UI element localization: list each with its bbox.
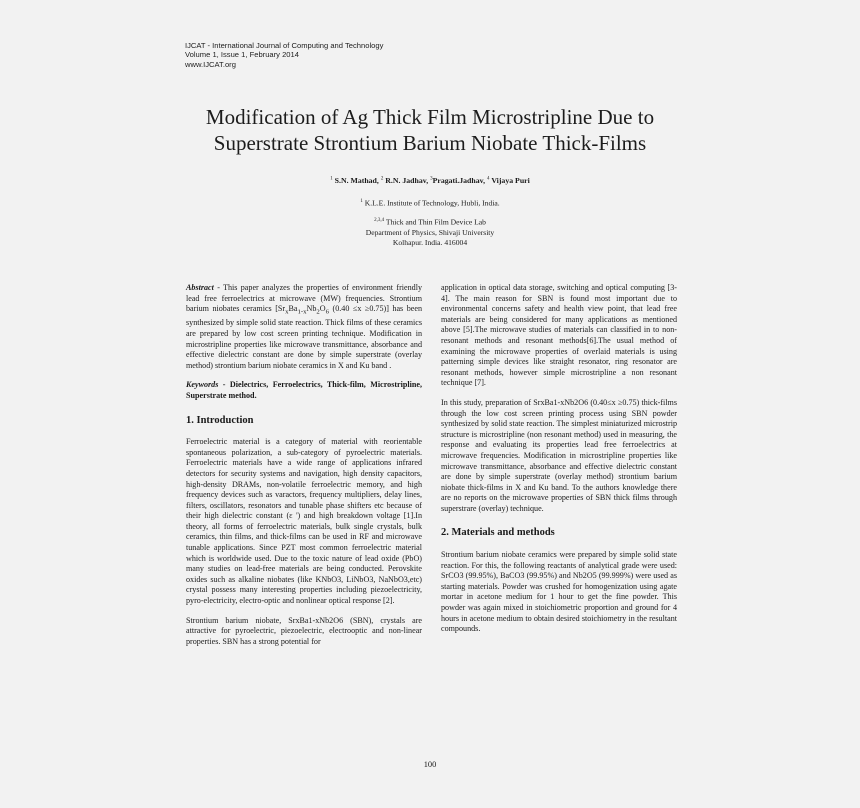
right-column [441, 283, 677, 644]
author-2: R.N. Jadhav, [385, 176, 429, 185]
journal-name: IJCAT - International Journal of Computing and Technology [185, 41, 384, 50]
right-paragraph-1: application in optical data storage, switching and optical computing [3-4]. The main reason for SBN is found most important due to environmental concerns safety and health view point, that lead free materials are being considered for many applications as mentioned above [5].The microwave studies of materials can classified in to non-resonant methods and resonant methods[6].The usual method of examining the microwave properties of overlaid materials is using patterning simple devices like straight resonator, ring resonator are resonant methods, however simple microstripline a non resonant technique [7]. [441, 283, 677, 388]
affiliation-1-text: K.L.E. Institute of Technology, Hubli, India. [364, 198, 500, 208]
journal-volume: Volume 1, Issue 1, February 2014 [185, 50, 299, 60]
section-2-heading: 2. Materials and methods [441, 527, 555, 539]
author-4: Vijaya Puri [491, 176, 530, 185]
affiliation-2-lab: Thick and Thin Film Device Lab [385, 217, 486, 227]
affiliation-2-marker: 2,3,4 [374, 218, 385, 223]
author-1-marker: 1 [330, 176, 333, 182]
abstract: Abstract - This paper analyzes the properties of environment friendly lead free ferroelectrics at microwave (MW) frequencies. Strontium barium niobates ceramics [$Sr_xBa_{1-x}Nb_2O_6$ (0.40 ≤x ≥0.75)] has been synthesized by simple solid state reaction. Thick films of these ceramics are prepared by low cost screen printing technique. Modification in microstripline properties like microwave transmittance, absorbance and effective dielectric constant are done by simple superstrate (overlay method) strontium barium niobate ceramics in X and Ku band . [186, 283, 423, 370]
affiliation-2 [200, 216, 660, 248]
keywords [186, 380, 422, 401]
journal-url[interactable]: www.IJCAT.org [185, 59, 236, 69]
keywords-text: - Dielectrics, Ferroelectrics, Thick-film, Microstripline, Superstrate method. [186, 380, 422, 400]
author-3-marker: 3 [430, 176, 433, 182]
author-list [200, 176, 660, 185]
left-column [186, 283, 422, 656]
intro-paragraph-1: Ferroelectric material is a category of material with reorientable spontaneous polarization, a sub-category of pyroelectric materials. Ferroelectric materials have a wide range of applications infrared detectors for security systems and navigation, high density capacitors, high-density DRAMs, non-volatile ferroelectric memory, and high frequency devices such as varactors, frequency multipliers, delay lines, filters, oscillators, resonators and tunable phase shifters etc because of their high dielectric constant (ε ') and high breakdown voltage [1].In theory, all forms of ferroelectric materials, bulk single crystals, bulk ceramics, thin films, and thick-films can be used in RF and microwave tunable applications. Since PZT most common ferroelectric material which is worldwide used. Due to the toxic nature of lead oxide (PbO) many studies on lead-free materials are being conducted. Perovskite oxides such as alkaline niobates (like KNbO3, LiNbO3, NaNbO3,etc) crystal possess many interesting properties including piezoelectricity, pyro-electricity, electro-optic and nonlinear optical response [2]. [186, 437, 422, 606]
title-line-2: Superstrate Strontium Barium Niobate Thick-Films [213, 131, 647, 155]
paper-title [160, 104, 700, 156]
title-line-1: Modification of Ag Thick Film Microstripline Due to [205, 105, 655, 129]
right-paragraph-2: In this study, preparation of SrxBa1-xNb2O6 (0.40≤x ≥0.75) thick-films through the low cost screen printing process using SBN powder synthesized by solid state reaction. The simplest miniaturized microstrip structure is microstripline (non resonant method) used in measuring, the response and evaluating its properties lead free ferroelectrics at microwave frequencies. Modification in microstripline properties like microwave transmittance, absorbance and effective dielectric constant are done by simple superstrate (overlay method) strontium barium niobate thick-films in X and Ku band. To the authors knowledge there are no reports on the microwave properties of SBN thick films through superstrare (overlay) technique. [441, 397, 677, 513]
methods-paragraph: Strontium barium niobate ceramics were prepared by simple solid state reaction. For this, the following reactants of analytical grade were used: SrCO3 (99.95%), BaCO3 (99.95%) and Nb2O5 (99.999%) were used as starting materials. Powder was crushed for homogenization using agate mortar in acetone medium for 1 hour to get the fine powder. This powder was again mixed in stoichiometric proportion and ground for 4 hours in acetone medium to obtain desired stoichiometry in the resultant compounds. [441, 550, 677, 634]
affiliation-2-dept: Department of Physics, Shivaji University [365, 227, 495, 237]
affiliation-1-marker: 1 [360, 199, 363, 204]
author-2-marker: 2 [380, 176, 384, 182]
keywords-label: Keywords [186, 380, 219, 390]
author-4-marker: 4 [487, 176, 490, 182]
affiliation-2-city: Kolhapur. India. 416004 [392, 237, 468, 247]
page-number: 100 [423, 760, 437, 769]
author-3: Pragati.Jadhav, [432, 176, 486, 185]
abstract-label: Abstract [186, 283, 214, 292]
section-1-heading: 1. Introduction [186, 414, 254, 426]
intro-paragraph-2: Strontium barium niobate, SrxBa1-xNb2O6 (SBN), crystals are attractive for pyroelectric, piezoelectric, electrooptic and non-linear properties. SBN has a strong potential for [186, 615, 422, 646]
journal-header [185, 41, 383, 69]
author-1: S.N. Mathad, [334, 176, 379, 185]
affiliation-1 [200, 197, 660, 209]
